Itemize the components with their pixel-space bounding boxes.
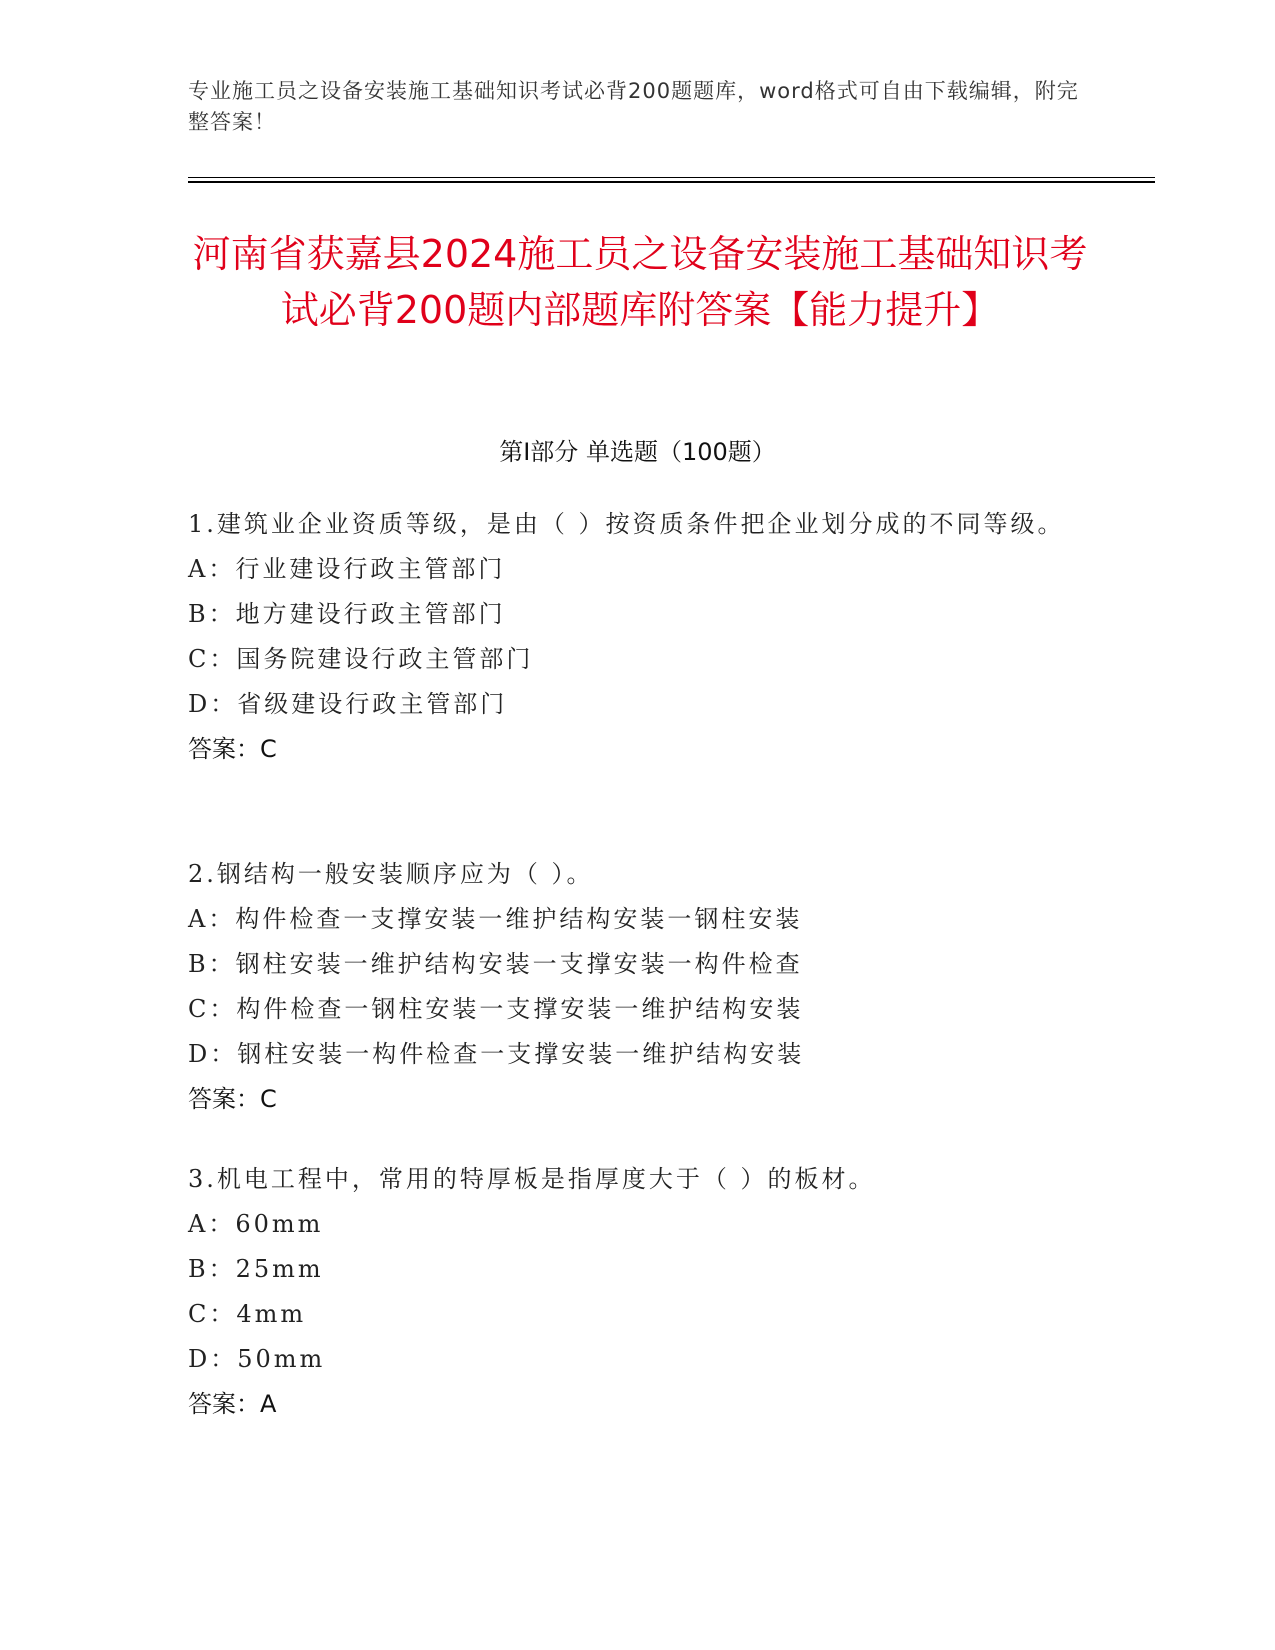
header-divider-thick bbox=[188, 181, 1155, 183]
question-stem: 1.建筑业企业资质等级，是由（ ）按资质条件把企业划分成的不同等级。 bbox=[188, 510, 1065, 538]
option-d: D：省级建设行政主管部门 bbox=[188, 690, 508, 718]
option-d: D：50mm bbox=[188, 1345, 326, 1373]
option-c: C：国务院建设行政主管部门 bbox=[188, 645, 534, 673]
option-b: B：地方建设行政主管部门 bbox=[188, 600, 506, 628]
document-title: 河南省获嘉县2024施工员之设备安装施工基础知识考试必背200题内部题库附答案【能力提升】 bbox=[192, 232, 1088, 332]
option-a: A：60mm bbox=[188, 1210, 324, 1238]
question-2 bbox=[188, 852, 1088, 1122]
option-b: B：钢柱安装一维护结构安装一支撑安装一构件检查 bbox=[188, 950, 803, 978]
question-stem: 2.钢结构一般安装顺序应为（ ）。 bbox=[188, 860, 594, 888]
question-stem: 3.机电工程中，常用的特厚板是指厚度大于（ ）的板材。 bbox=[188, 1165, 876, 1193]
question-3 bbox=[188, 1157, 1088, 1427]
section-heading: 第I部分 单选题（100题） bbox=[499, 438, 776, 466]
answer: 答案：C bbox=[188, 735, 277, 763]
option-a: A：行业建设行政主管部门 bbox=[188, 555, 506, 583]
header-note: 专业施工员之设备安装施工基础知识考试必背200题题库，word格式可自由下载编辑，附完整答案！ bbox=[188, 79, 1079, 134]
option-c: C：构件检查一钢柱安装一支撑安装一维护结构安装 bbox=[188, 995, 804, 1023]
option-d: D：钢柱安装一构件检查一支撑安装一维护结构安装 bbox=[188, 1040, 805, 1068]
option-b: B：25mm bbox=[188, 1255, 324, 1283]
option-a: A：构件检查一支撑安装一维护结构安装一钢柱安装 bbox=[188, 905, 803, 933]
answer: 答案：C bbox=[188, 1085, 277, 1113]
option-c: C：4mm bbox=[188, 1300, 307, 1328]
answer: 答案：A bbox=[188, 1390, 277, 1418]
question-1 bbox=[188, 502, 1088, 772]
header-divider-thin bbox=[188, 177, 1155, 178]
